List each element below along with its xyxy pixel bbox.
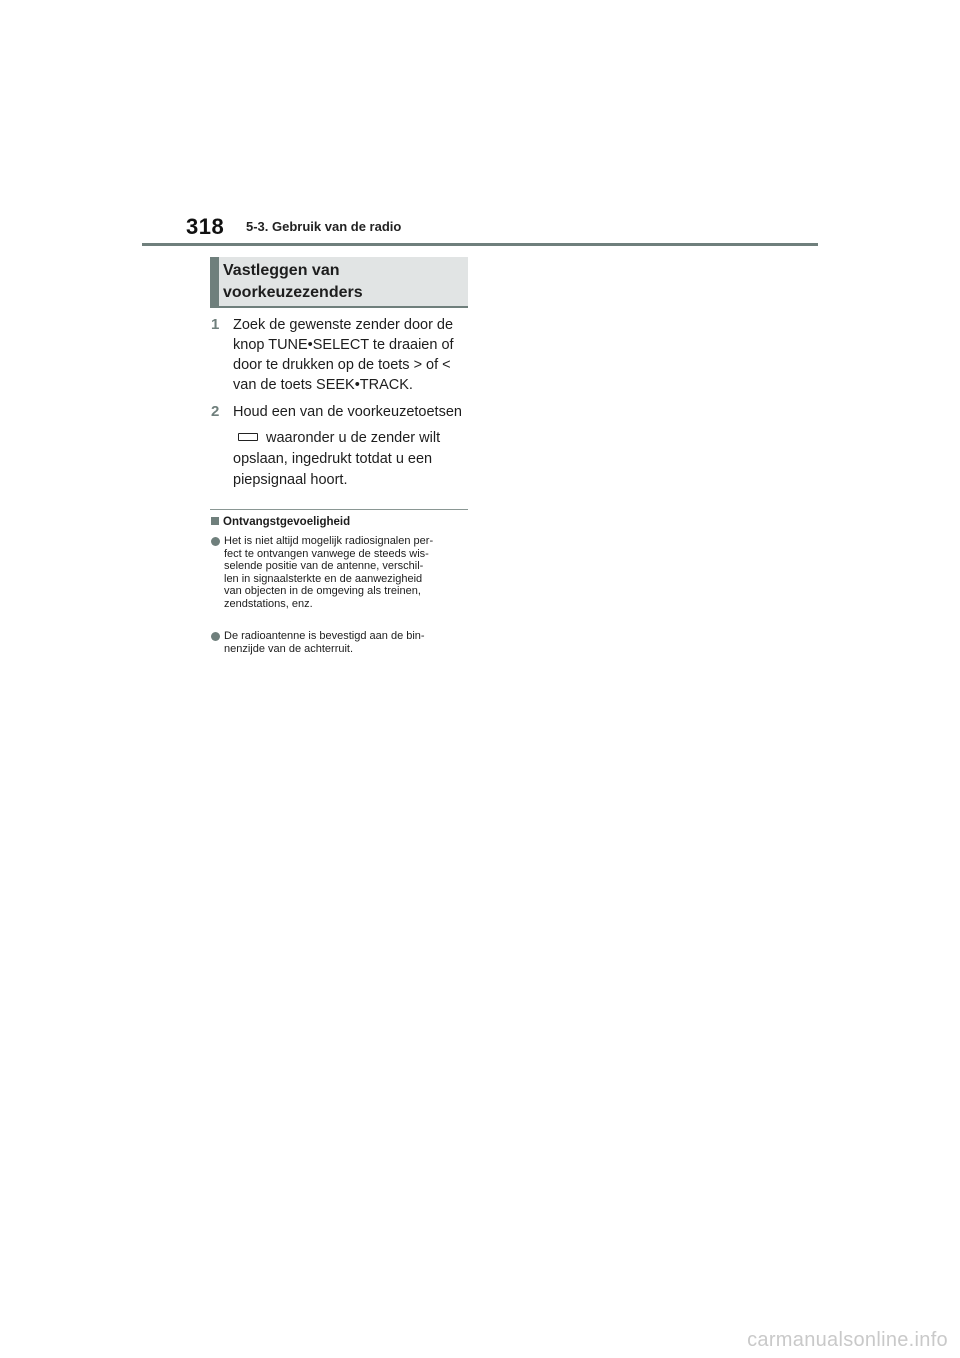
preset-button-icon [238, 433, 258, 441]
watermark: carmanualsonline.info [747, 1329, 948, 1351]
section-heading-line-1: Vastleggen van [223, 262, 340, 279]
notes-heading-text: Ontvangstgevoeligheid [223, 516, 351, 528]
step-text [233, 402, 473, 490]
step-line-with-icon [233, 428, 473, 448]
notes-heading [211, 516, 350, 528]
bullet-line: De radioantenne is bevestigd aan de bin- [224, 630, 425, 642]
page-number: 318 [186, 214, 225, 239]
section-heading-line-2: voorkeuzezenders [223, 284, 363, 301]
heading-accent-bar [210, 257, 219, 306]
section-heading-box [210, 257, 468, 308]
header-rule [142, 243, 818, 246]
note-bullet-2 [211, 630, 469, 655]
step-line: van de toets SEEK•TRACK. [233, 377, 413, 393]
step-line: opslaan, ingedrukt totdat u een [233, 451, 433, 467]
bullet-line: len in signaalsterkte en de aanwezigheid [224, 572, 423, 585]
step-line: knop TUNE•SELECT te draaien of [233, 337, 454, 353]
step-line: waaronder u de zender wilt [266, 430, 441, 446]
bullet-line: fect te ontvangen vanwege de steeds wis- [224, 547, 429, 560]
bullet-line: Het is niet altijd mogelijk radiosignalen per- [224, 535, 434, 547]
square-icon [211, 517, 219, 525]
bullet-line: nenzijde van de achterruit. [224, 642, 354, 655]
step-number: 2 [211, 403, 220, 420]
step-number: 1 [211, 316, 220, 333]
step-2 [211, 402, 473, 490]
notes-divider [210, 509, 468, 510]
bullet-line: van objecten in de omgeving als treinen, [224, 585, 421, 598]
bullet-dot-icon [211, 537, 220, 546]
bullet-text [224, 630, 469, 655]
bullet-text [224, 535, 469, 611]
step-1 [211, 315, 473, 395]
bullet-line: zendstations, enz. [224, 597, 313, 610]
step-line: Houd een van de voorkeuzetoetsen [233, 404, 462, 420]
step-line: piepsignaal hoort. [233, 472, 348, 488]
step-line: Zoek de gewenste zender door de [233, 317, 454, 333]
section-title: 5-3. Gebruik van de radio [246, 219, 402, 234]
bullet-line: selende positie van de antenne, verschil- [224, 560, 424, 573]
section-heading [223, 260, 463, 304]
note-bullet-1 [211, 535, 469, 611]
step-text [233, 315, 473, 395]
bullet-dot-icon [211, 632, 220, 641]
step-line: door te drukken op de toets > of < [233, 357, 451, 373]
